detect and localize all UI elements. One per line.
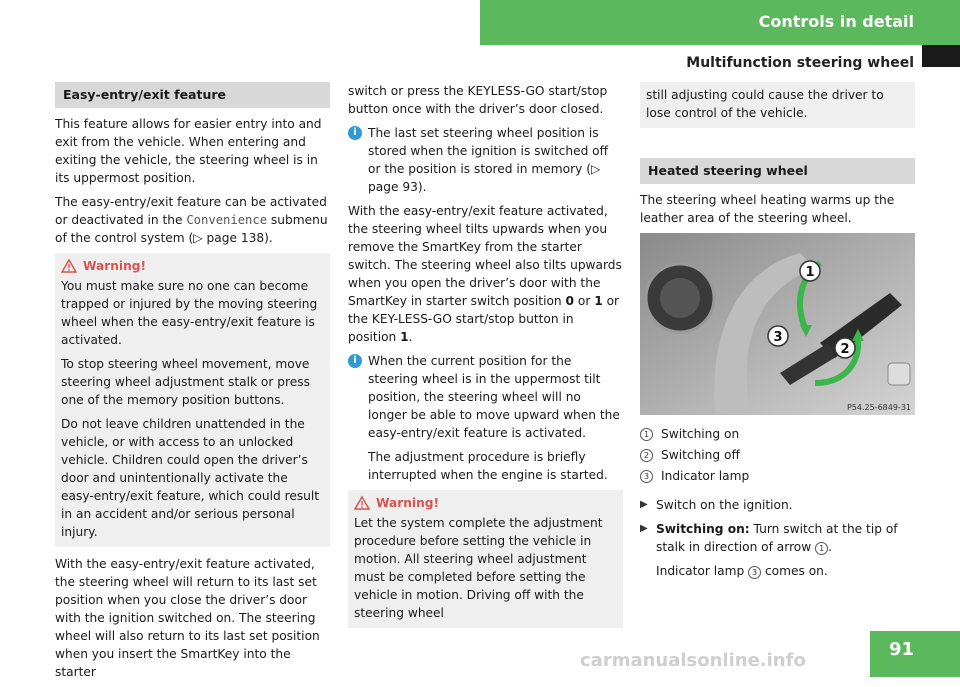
legend-item bbox=[640, 425, 915, 443]
easy-entry-return: With the easy-entry/exit feature activated, the steering wheel will return to its last set position when you close the driver’s door with the ignition switched on. The steering wheel will also return to its last set position when you insert the SmartKey into the starter bbox=[55, 557, 320, 679]
image-code: P54.25-6849-31 bbox=[846, 403, 911, 412]
legend-item bbox=[640, 446, 915, 464]
tilt-description: With the easy-entry/exit feature activated, the steering wheel tilts upwards when you remove the SmartKey from the starter switch. The steering wheel also tilts upwards when you open the driver’s door with the SmartKey in starter switch position 0 or 1 or the KEY-LESS-GO start/stop button in position 1. bbox=[348, 204, 622, 344]
svg-text:1: 1 bbox=[805, 265, 815, 280]
step-text: Switching on: Turn switch at the tip of stalk in direction of arrow 1 . bbox=[656, 522, 898, 554]
page-title: Multifunction steering wheel bbox=[686, 55, 914, 71]
instruction-step bbox=[640, 496, 915, 514]
arrow-reference: 1 bbox=[815, 542, 828, 555]
corner-marker bbox=[922, 45, 960, 67]
info-text: The adjustment procedure is briefly interrupted when the engine is started. bbox=[368, 450, 608, 482]
legend-number: 1 bbox=[640, 428, 653, 441]
easy-entry-intro: This feature allows for easier entry into and exit from the vehicle. When entering and exiting the vehicle, the steering wheel is in its uppermost position. bbox=[55, 117, 322, 185]
instruction-step bbox=[640, 520, 915, 556]
easy-entry-activation: The easy-entry/exit feature can be activated or deactivated in the Convenience submenu of the control system (▷ page 138). bbox=[55, 195, 328, 245]
step-arrow-icon: ▶ bbox=[640, 499, 648, 510]
lamp-reference: 3 bbox=[748, 566, 761, 579]
continued-text: switch or press the KEYLESS-GO start/stop button once with the driver’s door closed. bbox=[348, 84, 608, 116]
watermark: carmanualsonline.info bbox=[580, 650, 806, 671]
legend-text: Indicator lamp bbox=[661, 469, 750, 483]
legend-item bbox=[640, 467, 915, 485]
page-number: 91 bbox=[870, 631, 960, 677]
heated-wheel-intro: The steering wheel heating warms up the leather area of the steering wheel. bbox=[640, 193, 895, 225]
steering-wheel-photo bbox=[640, 233, 915, 415]
left-column bbox=[55, 82, 330, 687]
step-text: Switch on the ignition. bbox=[656, 498, 793, 512]
heated-wheel-heading: Heated steering wheel bbox=[640, 158, 915, 184]
warning-box-1 bbox=[55, 253, 330, 547]
easy-entry-heading: Easy-entry/exit feature bbox=[55, 82, 330, 108]
info-note-2 bbox=[348, 352, 623, 484]
right-column bbox=[640, 82, 915, 586]
svg-text:2: 2 bbox=[840, 342, 850, 357]
legend-list bbox=[640, 425, 915, 485]
warning-text: Let the system complete the adjustment procedure before setting the vehicle in motion. All steering wheel adjustment must be completed before setting the vehicle in motion. Driving off with the steering wheel bbox=[354, 516, 603, 620]
warning-text: still adjusting could cause the driver to lose control of the vehicle. bbox=[646, 88, 884, 120]
svg-text:3: 3 bbox=[773, 330, 783, 345]
step-arrow-icon: ▶ bbox=[640, 523, 648, 534]
info-icon: i bbox=[348, 126, 362, 140]
warning-text: Do not leave children unattended in the vehicle, or with access to an unlocked vehicle. Children could open the driver’s door and unintentionally activate the easy-entry/exit feature, which could result in an accident and/or serious personal injury. bbox=[61, 417, 320, 539]
info-note-1 bbox=[348, 124, 623, 196]
warning-text: You must make sure no one can become trapped or injured by the moving steering wheel when the easy-entry/exit feature is activated. bbox=[61, 279, 318, 347]
info-icon: i bbox=[348, 354, 362, 368]
warning-title: Warning! bbox=[61, 257, 324, 275]
steering-wheel-illustration bbox=[640, 233, 915, 415]
warning-triangle-icon bbox=[61, 258, 77, 274]
info-text: The last set steering wheel position is stored when the ignition is switched off or the position is stored in memory (▷ page 93). bbox=[368, 126, 609, 194]
warning-box-continued bbox=[640, 82, 915, 128]
warning-text: To stop steering wheel movement, move steering wheel adjustment stalk or press one of the memory position buttons. bbox=[61, 357, 310, 407]
section-tab: Controls in detail bbox=[480, 0, 960, 45]
legend-number: 2 bbox=[640, 449, 653, 462]
legend-text: Switching on bbox=[661, 427, 740, 441]
warning-triangle-icon bbox=[354, 495, 370, 511]
warning-box-2 bbox=[348, 490, 623, 628]
warning-title: Warning! bbox=[354, 494, 617, 512]
info-text: When the current position for the steering wheel is in the uppermost tilt position, the steering wheel will no longer be able to move upward when the easy-entry/exit feature is activated. bbox=[368, 354, 620, 440]
indicator-text: Indicator lamp 3 comes on. bbox=[656, 564, 828, 578]
legend-number: 3 bbox=[640, 470, 653, 483]
middle-column bbox=[348, 82, 623, 628]
convenience-menu-name: Convenience bbox=[186, 213, 268, 227]
legend-text: Switching off bbox=[661, 448, 740, 462]
